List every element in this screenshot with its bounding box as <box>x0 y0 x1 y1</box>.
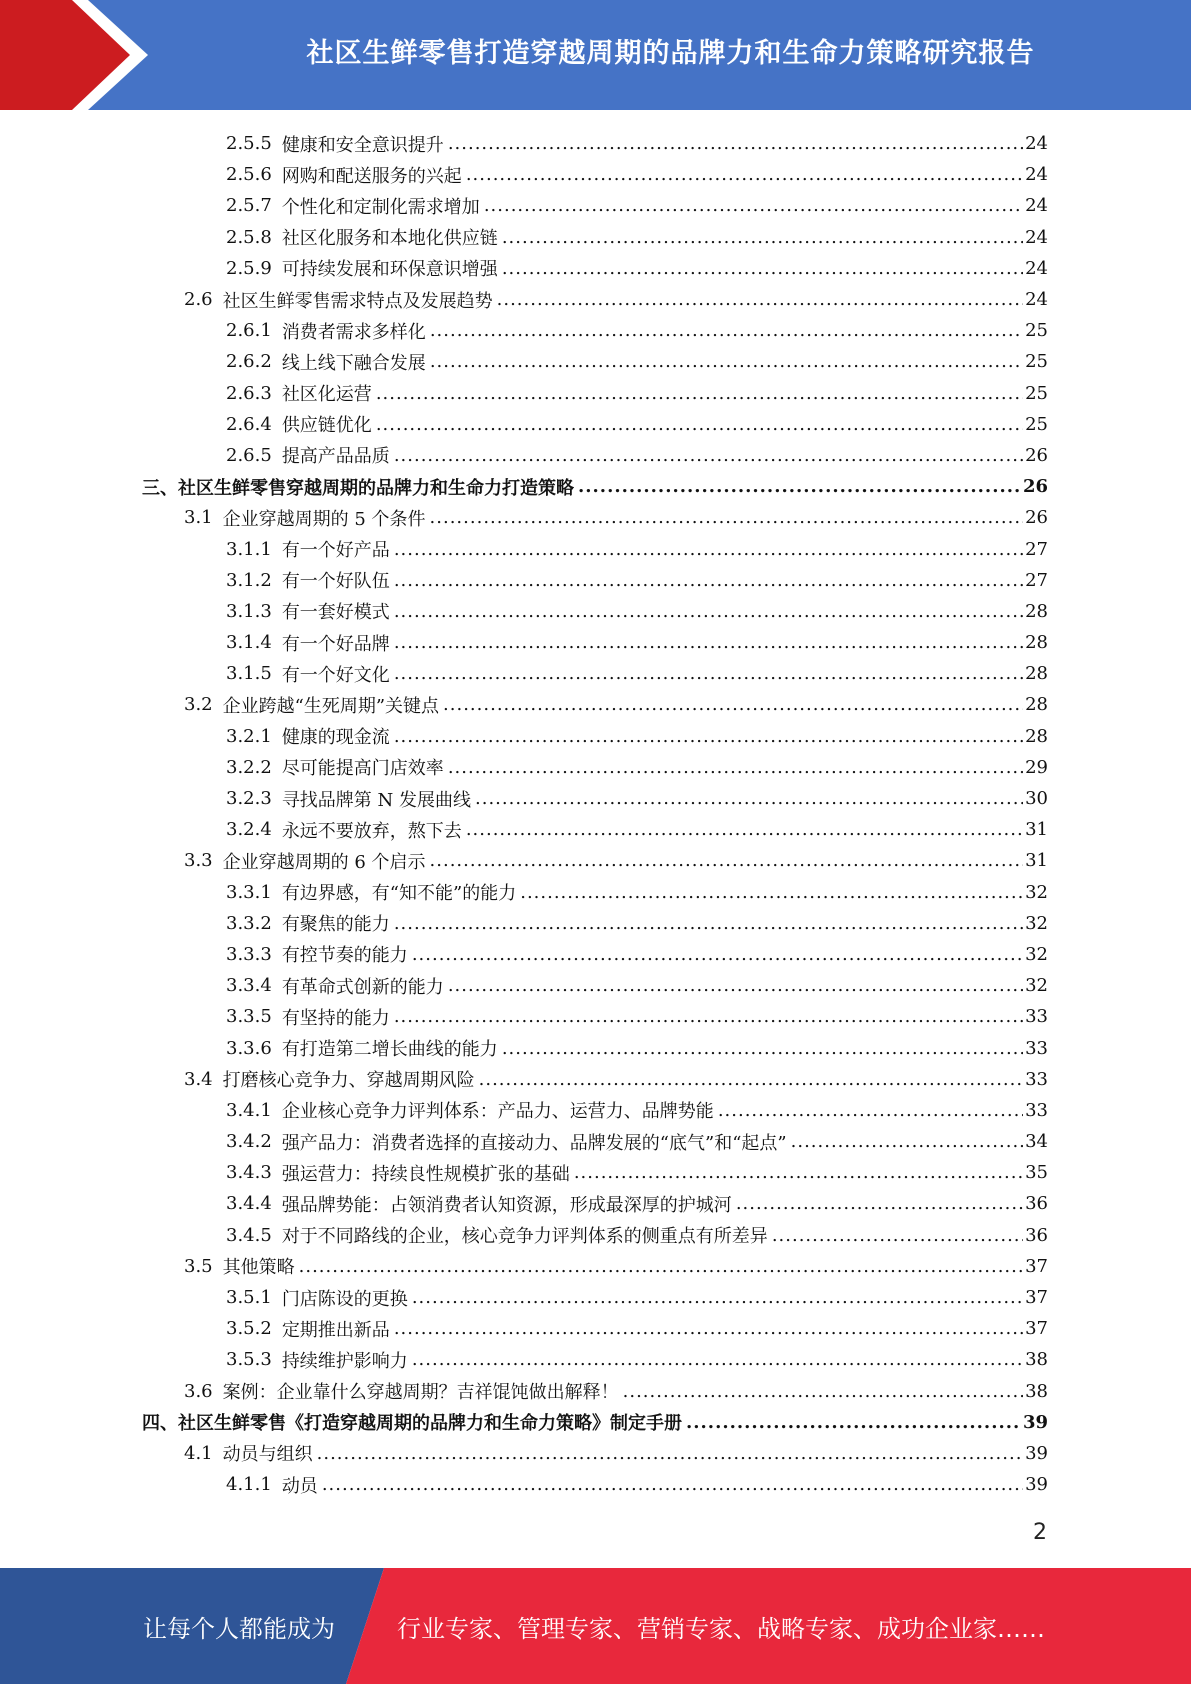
toc-dot-leader <box>376 383 1023 404</box>
toc-entry-page: 33 <box>1025 1099 1048 1121</box>
toc-entry-title: 有控节奏的能力 <box>281 945 408 967</box>
toc-entry-number: 4.1.1 <box>226 1474 272 1496</box>
toc-entry-page: 25 <box>1025 382 1048 404</box>
toc-dot-leader <box>394 632 1023 653</box>
toc-entry-page: 38 <box>1025 1380 1048 1402</box>
toc-dot-leader <box>430 351 1023 372</box>
toc-entry-number: 3.1 <box>184 507 213 529</box>
toc-entry[interactable] <box>142 1469 1048 1500</box>
toc-entry[interactable] <box>142 128 1048 159</box>
toc-entry-page: 31 <box>1025 850 1048 872</box>
toc-entry-page: 36 <box>1025 1193 1048 1215</box>
toc-entry[interactable] <box>142 689 1048 720</box>
toc-dot-leader <box>394 539 1023 560</box>
toc-dot-leader <box>502 258 1023 279</box>
toc-entry-number: 3.4.3 <box>226 1162 272 1184</box>
toc-entry-page: 26 <box>1025 444 1048 466</box>
toc-entry-page: 39 <box>1025 1474 1048 1496</box>
toc-dot-leader <box>412 944 1023 965</box>
toc-entry-title: 有边界感，有“知不能”的能力 <box>281 883 517 905</box>
toc-dot-leader <box>430 507 1024 528</box>
toc-entry[interactable] <box>142 1220 1048 1251</box>
toc-dot-leader <box>394 663 1023 684</box>
report-title: 社区生鲜零售打造穿越周期的品牌力和生命力策略研究报告 <box>306 37 1035 69</box>
toc-entry-title: 打磨核心竞争力、穿越周期风险 <box>222 1070 475 1092</box>
toc-entry-title: 企业核心竞争力评判体系：产品力、运营力、品牌势能 <box>281 1101 714 1123</box>
toc-dot-leader <box>772 1225 1023 1246</box>
toc-entry-title: 对于不同路线的企业，核心竞争力评判体系的侧重点有所差异 <box>281 1226 768 1248</box>
toc-entry-title: 其他策略 <box>222 1257 295 1279</box>
toc-dot-leader <box>448 133 1023 154</box>
toc-entry-page: 32 <box>1025 912 1048 934</box>
toc-entry[interactable] <box>142 1126 1048 1157</box>
toc-dot-leader <box>791 1131 1023 1152</box>
toc-entry-title: 有打造第二增长曲线的能力 <box>281 1039 498 1061</box>
toc-dot-leader <box>475 788 1023 809</box>
toc-dot-leader <box>317 1443 1023 1464</box>
toc-dot-leader <box>394 601 1023 622</box>
toc-entry-number: 3.3.6 <box>226 1037 272 1059</box>
toc-entry-title: 强运营力：持续良性规模扩张的基础 <box>281 1163 570 1185</box>
toc-entry-page: 24 <box>1025 164 1048 186</box>
toc-entry[interactable] <box>142 939 1048 970</box>
toc-entry-number: 2.6.3 <box>226 382 272 404</box>
toc-entry[interactable] <box>142 346 1048 377</box>
toc-entry[interactable] <box>142 315 1048 346</box>
toc-entry-page: 39 <box>1025 1442 1048 1464</box>
toc-entry-page: 38 <box>1025 1349 1048 1371</box>
toc-entry-title: 网购和配送服务的兴起 <box>281 165 462 187</box>
toc-entry[interactable] <box>142 658 1048 689</box>
toc-entry-page: 39 <box>1022 1411 1048 1433</box>
toc-dot-leader <box>466 164 1023 185</box>
toc-entry-number: 3.2.4 <box>226 819 272 841</box>
toc-entry-page: 37 <box>1025 1255 1048 1277</box>
toc-dot-leader <box>430 320 1023 341</box>
toc-entry-number: 3.1.1 <box>226 538 272 560</box>
toc-entry-number: 3.2.2 <box>226 756 272 778</box>
toc-entry-page: 33 <box>1025 1068 1048 1090</box>
toc-entry[interactable] <box>142 1157 1048 1188</box>
toc-entry-title: 动员与组织 <box>222 1444 313 1466</box>
toc-entry[interactable] <box>142 596 1048 627</box>
toc-entry[interactable] <box>142 190 1048 221</box>
toc-entry[interactable] <box>142 752 1048 783</box>
page-footer <box>0 1568 1191 1684</box>
toc-entry-number: 四、 <box>142 1413 178 1435</box>
toc-entry-number: 3.1.5 <box>226 663 272 685</box>
toc-entry[interactable] <box>142 222 1048 253</box>
toc-dot-leader <box>394 445 1023 466</box>
toc-entry-number: 3.3.3 <box>226 943 272 965</box>
toc-entry-title: 可持续发展和环保意识增强 <box>281 259 498 281</box>
toc-dot-leader <box>412 1287 1023 1308</box>
toc-entry-number: 3.3 <box>184 850 213 872</box>
toc-entry[interactable] <box>142 1032 1048 1063</box>
toc-entry[interactable] <box>142 378 1048 409</box>
toc-entry-number: 2.5.5 <box>226 133 272 155</box>
toc-entry-title: 社区生鲜零售穿越周期的品牌力和生命力打造策略 <box>178 477 574 499</box>
table-of-contents <box>142 128 1048 1500</box>
toc-entry[interactable] <box>142 1251 1048 1282</box>
toc-entry-page: 34 <box>1025 1131 1048 1153</box>
toc-entry-page: 28 <box>1025 694 1048 716</box>
toc-entry-number: 3.6 <box>184 1380 213 1402</box>
toc-dot-leader <box>394 1318 1023 1339</box>
toc-dot-leader <box>479 1069 1023 1090</box>
toc-entry-page: 26 <box>1025 507 1048 529</box>
toc-entry-title: 有革命式创新的能力 <box>281 976 444 998</box>
toc-entry-page: 31 <box>1025 819 1048 841</box>
toc-entry[interactable] <box>142 1188 1048 1219</box>
toc-dot-leader <box>686 1412 1021 1433</box>
toc-entry-page: 27 <box>1025 538 1048 560</box>
toc-entry[interactable] <box>142 1376 1048 1407</box>
toc-entry[interactable] <box>142 877 1048 908</box>
toc-entry-number: 3.5.1 <box>226 1287 272 1309</box>
toc-dot-leader <box>430 850 1024 871</box>
toc-entry[interactable] <box>142 409 1048 440</box>
toc-entry[interactable] <box>142 1095 1048 1126</box>
toc-entry[interactable] <box>142 565 1048 596</box>
toc-dot-leader <box>448 975 1023 996</box>
toc-dot-leader <box>574 1162 1023 1183</box>
toc-entry-title: 永远不要放弃，熬下去 <box>281 820 462 842</box>
toc-entry-title: 健康和安全意识提升 <box>281 134 444 156</box>
toc-entry-title: 社区生鲜零售《打造穿越周期的品牌力和生命力策略》制定手册 <box>178 1413 682 1435</box>
toc-entry-number: 3.3.4 <box>226 975 272 997</box>
toc-entry-number: 3.5.3 <box>226 1349 272 1371</box>
toc-entry-title: 社区化服务和本地化供应链 <box>281 228 498 250</box>
toc-entry-title: 社区化运营 <box>281 384 372 406</box>
toc-dot-leader <box>484 195 1023 216</box>
toc-entry-page: 32 <box>1025 975 1048 997</box>
toc-entry-number: 2.6 <box>184 289 213 311</box>
toc-dot-leader <box>299 1256 1023 1277</box>
toc-entry-page: 33 <box>1025 1006 1048 1028</box>
toc-entry-page: 27 <box>1025 569 1048 591</box>
toc-entry[interactable] <box>142 440 1048 471</box>
toc-entry-number: 2.6.5 <box>226 444 272 466</box>
toc-entry[interactable] <box>142 502 1048 533</box>
toc-entry[interactable] <box>142 814 1048 845</box>
toc-entry-number: 3.2.1 <box>226 725 272 747</box>
toc-entry-number: 3.2 <box>184 694 213 716</box>
toc-entry[interactable] <box>142 284 1048 315</box>
toc-entry-title: 社区生鲜零售需求特点及发展趋势 <box>222 290 493 312</box>
toc-entry-title: 企业穿越周期的 6 个启示 <box>222 851 426 873</box>
toc-entry-page: 24 <box>1025 133 1048 155</box>
toc-dot-leader <box>394 1006 1023 1027</box>
toc-entry-page: 25 <box>1025 413 1048 435</box>
toc-entry-title: 消费者需求多样化 <box>281 321 426 343</box>
toc-entry-page: 33 <box>1025 1037 1048 1059</box>
toc-entry[interactable] <box>142 1282 1048 1313</box>
toc-entry-page: 24 <box>1025 289 1048 311</box>
toc-entry-title: 线上线下融合发展 <box>281 352 426 374</box>
toc-entry-number: 2.5.8 <box>226 226 272 248</box>
toc-entry-title: 有一个好文化 <box>281 664 390 686</box>
toc-entry[interactable] <box>142 970 1048 1001</box>
toc-entry-page: 37 <box>1025 1287 1048 1309</box>
toc-dot-leader <box>394 726 1023 747</box>
toc-dot-leader <box>520 882 1023 903</box>
toc-entry-title: 定期推出新品 <box>281 1319 390 1341</box>
toc-entry-number: 2.5.7 <box>226 195 272 217</box>
toc-entry[interactable] <box>142 1407 1048 1438</box>
toc-entry-title: 有聚焦的能力 <box>281 914 390 936</box>
toc-entry-number: 3.4.5 <box>226 1224 272 1246</box>
toc-entry-number: 3.4 <box>184 1068 213 1090</box>
toc-entry[interactable] <box>142 159 1048 190</box>
toc-entry[interactable] <box>142 1438 1048 1469</box>
toc-entry[interactable] <box>142 783 1048 814</box>
toc-entry-page: 25 <box>1025 320 1048 342</box>
toc-dot-leader <box>322 1474 1023 1495</box>
toc-dot-leader <box>718 1100 1023 1121</box>
toc-dot-leader <box>502 227 1023 248</box>
toc-dot-leader <box>736 1193 1023 1214</box>
toc-entry-page: 32 <box>1025 943 1048 965</box>
toc-entry-number: 3.5.2 <box>226 1318 272 1340</box>
toc-entry-title: 企业穿越周期的 5 个条件 <box>222 508 426 530</box>
toc-entry-title: 寻找品牌第 N 发展曲线 <box>281 789 472 811</box>
toc-entry-page: 28 <box>1025 632 1048 654</box>
toc-entry-page: 35 <box>1025 1162 1048 1184</box>
toc-dot-leader <box>578 476 1021 497</box>
toc-entry-number: 2.5.6 <box>226 164 272 186</box>
page-number: 2 <box>1033 1520 1047 1545</box>
toc-entry-page: 24 <box>1025 257 1048 279</box>
toc-entry[interactable] <box>142 908 1048 939</box>
toc-dot-leader <box>466 819 1023 840</box>
toc-dot-leader <box>623 1381 1023 1402</box>
toc-entry-number: 3.5 <box>184 1255 213 1277</box>
toc-entry-title: 有一个好品牌 <box>281 633 390 655</box>
toc-entry-title: 持续维护影响力 <box>281 1350 408 1372</box>
toc-entry[interactable] <box>142 253 1048 284</box>
toc-entry[interactable] <box>142 721 1048 752</box>
toc-entry-number: 3.1.4 <box>226 632 272 654</box>
toc-dot-leader <box>502 1038 1023 1059</box>
toc-dot-leader <box>448 757 1023 778</box>
toc-entry-title: 有坚持的能力 <box>281 1007 390 1029</box>
toc-entry-title: 提高产品品质 <box>281 446 390 468</box>
toc-entry-number: 3.2.3 <box>226 788 272 810</box>
toc-dot-leader <box>394 913 1023 934</box>
toc-entry-title: 尽可能提高门店效率 <box>281 758 444 780</box>
toc-entry-title: 强品牌势能：占领消费者认知资源，形成最深厚的护城河 <box>281 1194 732 1216</box>
toc-entry-number: 3.4.1 <box>226 1099 272 1121</box>
footer-slogan-left: 让每个人都能成为 <box>143 1614 335 1643</box>
toc-entry-page: 28 <box>1025 663 1048 685</box>
toc-entry-title: 企业跨越“生死周期”关键点 <box>222 695 440 717</box>
toc-entry-page: 25 <box>1025 351 1048 373</box>
toc-entry-title: 有一套好模式 <box>281 602 390 624</box>
toc-entry[interactable] <box>142 1064 1048 1095</box>
toc-entry-number: 3.4.2 <box>226 1131 272 1153</box>
toc-dot-leader <box>376 414 1023 435</box>
toc-entry-number: 3.3.1 <box>226 881 272 903</box>
toc-entry-title: 有一个好产品 <box>281 540 390 562</box>
toc-entry[interactable] <box>142 533 1048 564</box>
toc-entry-page: 26 <box>1022 476 1048 498</box>
toc-entry-title: 个性化和定制化需求增加 <box>281 196 480 218</box>
toc-entry-number: 3.1.2 <box>226 569 272 591</box>
toc-entry-page: 28 <box>1025 725 1048 747</box>
toc-entry-number: 2.5.9 <box>226 257 272 279</box>
toc-entry[interactable] <box>142 1344 1048 1375</box>
toc-entry-number: 2.6.2 <box>226 351 272 373</box>
toc-entry-number: 3.1.3 <box>226 600 272 622</box>
toc-entry-page: 24 <box>1025 226 1048 248</box>
toc-dot-leader <box>497 289 1023 310</box>
toc-dot-leader <box>394 570 1023 591</box>
toc-entry-title: 健康的现金流 <box>281 727 390 749</box>
toc-entry-number: 3.4.4 <box>226 1193 272 1215</box>
toc-entry-title: 有一个好队伍 <box>281 571 390 593</box>
toc-entry-number: 2.6.4 <box>226 413 272 435</box>
toc-entry[interactable] <box>142 845 1048 876</box>
toc-entry-title: 动员 <box>281 1475 318 1497</box>
toc-entry-page: 28 <box>1025 600 1048 622</box>
toc-entry-page: 36 <box>1025 1224 1048 1246</box>
toc-entry-page: 24 <box>1025 195 1048 217</box>
toc-entry-page: 37 <box>1025 1318 1048 1340</box>
toc-entry-title: 案例：企业靠什么穿越周期？吉祥馄饨做出解释！ <box>222 1382 619 1404</box>
toc-entry-title: 强产品力：消费者选择的直接动力、品牌发展的“底气”和“起点” <box>281 1132 787 1154</box>
toc-entry-number: 3.3.2 <box>226 912 272 934</box>
toc-entry-title: 门店陈设的更换 <box>281 1288 408 1310</box>
toc-entry[interactable] <box>142 627 1048 658</box>
toc-entry-number: 三、 <box>142 477 178 499</box>
toc-entry[interactable] <box>142 471 1048 502</box>
toc-dot-leader <box>443 694 1023 715</box>
toc-entry-title: 供应链优化 <box>281 415 372 437</box>
page-header <box>0 0 1191 110</box>
toc-entry-page: 29 <box>1025 756 1048 778</box>
toc-dot-leader <box>412 1349 1023 1370</box>
toc-entry[interactable] <box>142 1313 1048 1344</box>
toc-entry-number: 3.3.5 <box>226 1006 272 1028</box>
toc-entry[interactable] <box>142 1001 1048 1032</box>
toc-entry-page: 30 <box>1025 788 1048 810</box>
toc-entry-number: 4.1 <box>184 1442 213 1464</box>
toc-entry-page: 32 <box>1025 881 1048 903</box>
toc-entry-number: 2.6.1 <box>226 320 272 342</box>
footer-slogan-right: 行业专家、管理专家、营销专家、战略专家、成功企业家…… <box>397 1614 1045 1643</box>
